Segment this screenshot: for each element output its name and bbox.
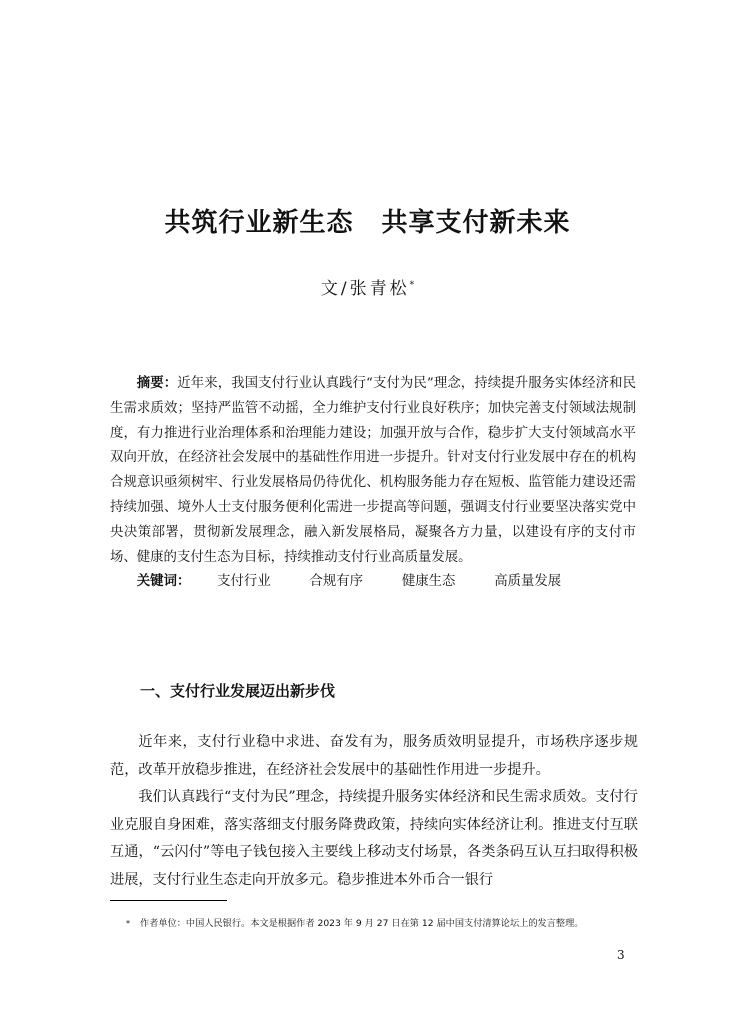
abstract-text: 近年来，我国支付行业认真践行“支付为民”理念，持续提升服务实体经济和民生需求质效；坚持严监管不动摇，全力维护支付行业良好秩序；加快完善支付领域法规制度，有力推进行业治理体系和治理能力建设；加强开放与合作，稳步扩大支付领域高水平双向开放，在经济社会发展中的基础性作用进一步提升。针对支付行业发展中存在的机构合规意识亟须树牢、行业发展格局仍待优化、机构服务能力存在短板、监管能力建设还需持续加强、境外人士支付服务便利化需进一步提高等问题，强调支付行业要坚决落实党中央决策部署，贯彻新发展理念，融入新发展格局，凝聚各方力量，以建设有序的支付市场、健康的支付生态为目标，持续推动支付行业高质量发展。: [110, 376, 636, 565]
footnote-text: 作者单位：中国人民银行。本文是根据作者 2023 年 9 月 27 日在第 12 届中国支付清算论坛上的发言整理。: [140, 918, 584, 929]
body-paragraph: 近年来，支付行业稳中求进、奋发有为，服务质效明显提升，市场秩序逐步规范，改革开放稳步推进，在经济社会发展中的基础性作用进一步提升。: [110, 734, 638, 778]
section-heading: 一、支付行业发展迈出新步伐: [140, 682, 336, 700]
article-title: [0, 202, 735, 239]
keyword-item: 高质量发展: [494, 574, 562, 590]
footnote-divider: [110, 900, 227, 901]
keyword-item: 支付行业: [217, 574, 271, 590]
title-part-1: 共筑行业新生态: [164, 208, 354, 238]
abstract-block: [110, 372, 636, 595]
section-body: [110, 729, 638, 894]
keyword-item: 健康生态: [401, 574, 456, 590]
body-paragraph: 我们认真践行“支付为民”理念，持续提升服务实体经济和民生需求质效。支付行业克服自身困难，落实落细支付服务降费政策，持续向实体经济让利。推进支付互联互通，“云闪付”等电子钱包接入主要线上移动支付场景，各类条码互认互扫取得积极进展，支付行业生态走向开放多元。稳步推进本外币合一银行: [110, 789, 638, 888]
keywords-label: 关键词：: [136, 574, 191, 590]
page-number: 3: [617, 948, 625, 962]
footnote-mark: *: [126, 919, 130, 928]
author-name: 文/张青松: [320, 279, 410, 299]
title-part-2: 共享支付新未来: [381, 208, 571, 238]
author-footnote-mark: *: [409, 280, 415, 291]
abstract-label: 摘要：: [136, 376, 178, 391]
keywords-line: [110, 570, 636, 595]
abstract-paragraph: [110, 372, 636, 570]
footnote: [126, 917, 646, 931]
keyword-item: 合规有序: [309, 574, 364, 590]
author-line: [0, 274, 735, 299]
